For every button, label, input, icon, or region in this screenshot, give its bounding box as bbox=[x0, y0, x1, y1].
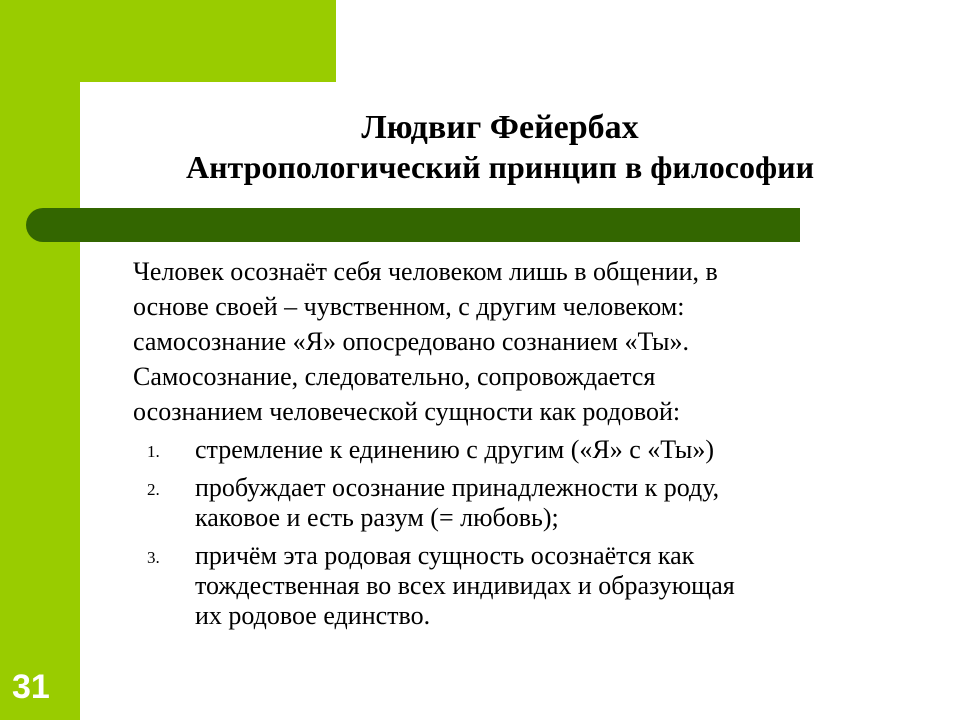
list-item-line: каковое и есть разум (= любовь); bbox=[195, 503, 559, 532]
body-paragraph bbox=[133, 254, 853, 429]
list-item bbox=[133, 435, 853, 465]
paragraph-line: Самосознание, следовательно, сопровождается bbox=[133, 362, 656, 391]
numbered-list bbox=[133, 435, 853, 631]
list-number: 1. bbox=[147, 442, 160, 461]
list-item-line: их родовое единство. bbox=[195, 601, 431, 630]
paragraph-line: Человек осознаёт себя человеком лишь в общении, в bbox=[133, 257, 718, 286]
list-item-line: пробуждает осознание принадлежности к роду, bbox=[195, 473, 720, 502]
slide-title: Людвиг Фейербах bbox=[361, 109, 639, 146]
green-top-band bbox=[0, 0, 336, 82]
list-number: 2. bbox=[147, 480, 160, 499]
slide-subtitle: Антропологический принцип в философии bbox=[186, 149, 814, 185]
title-divider-bar bbox=[26, 208, 800, 242]
list-item bbox=[133, 541, 853, 631]
slide-title-block bbox=[100, 108, 900, 186]
slide-number: 31 bbox=[12, 668, 50, 706]
paragraph-line: самосознание «Я» опосредовано сознанием «Ты». bbox=[133, 327, 690, 356]
list-item-line: причём эта родовая сущность осознаётся как bbox=[195, 541, 695, 570]
list-number: 3. bbox=[147, 548, 160, 567]
list-item bbox=[133, 473, 853, 533]
list-item-line: тождественная во всех индивидах и образующая bbox=[195, 571, 735, 600]
paragraph-line: основе своей – чувственном, с другим человеком: bbox=[133, 292, 685, 321]
slide-body bbox=[133, 254, 853, 639]
list-item-line: стремление к единению с другим («Я» с «Ты») bbox=[195, 435, 714, 464]
green-sidebar bbox=[0, 0, 80, 720]
paragraph-line: осознанием человеческой сущности как родовой: bbox=[133, 397, 681, 426]
